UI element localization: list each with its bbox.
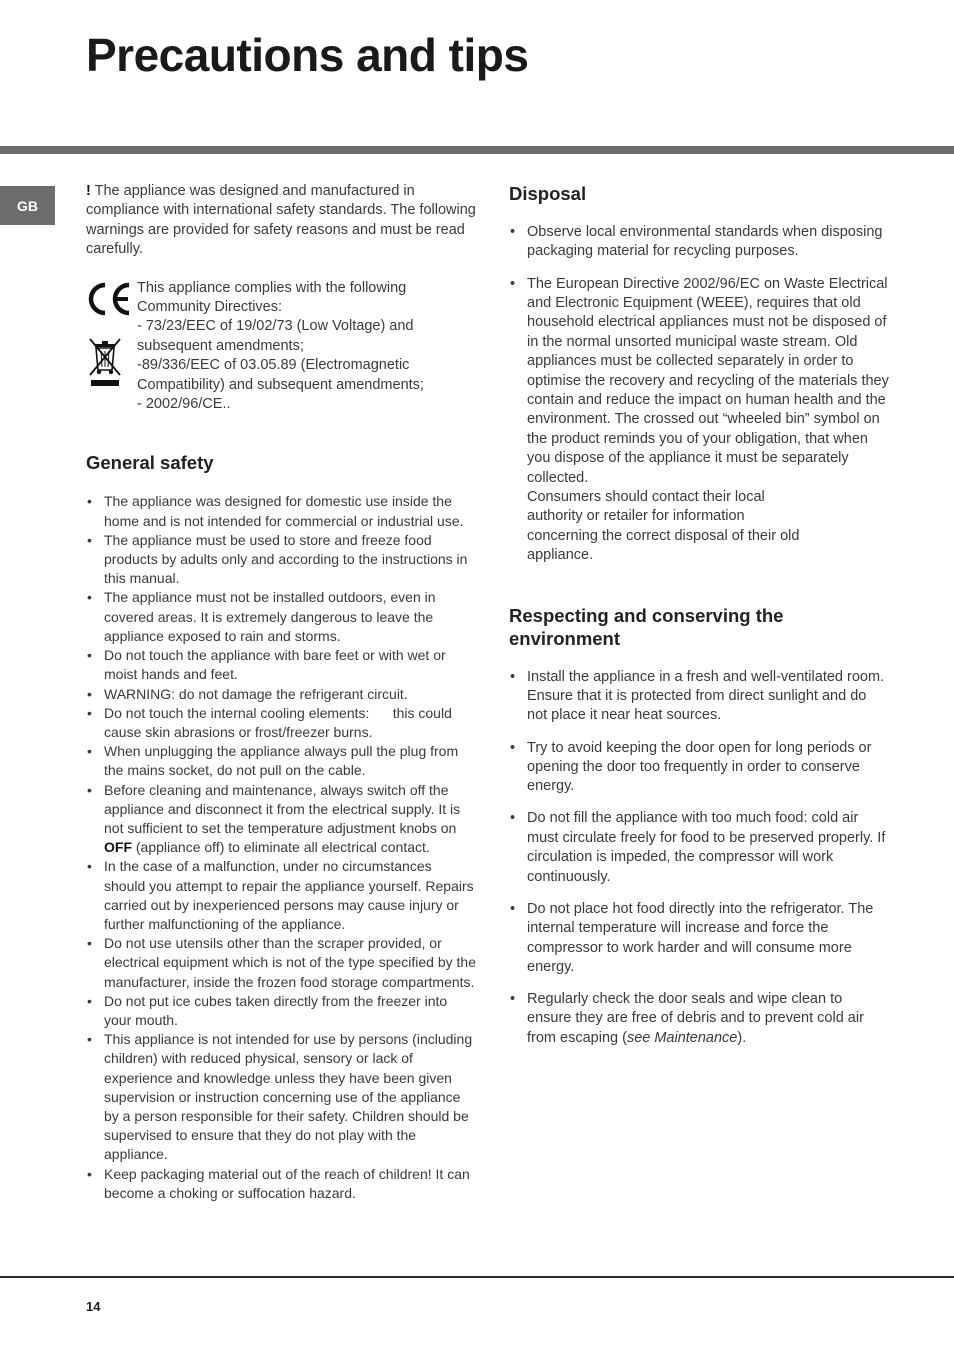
disposal-list <box>509 223 889 566</box>
intro-text: The appliance was designed and manufactured in compliance with international safety standards. The following warnings are provided for safety reasons and must be read carefully. <box>86 183 476 258</box>
list-item: • Observe local environmental standards when disposing packaging material for recycling purposes. <box>509 223 889 262</box>
list-item-text: Regularly check the door seals and wipe clean to ensure they are free of debris and to prevent cold air from escaping ( <box>527 991 864 1046</box>
directives-block <box>86 279 476 415</box>
general-safety-list <box>86 492 476 1203</box>
list-item: • Do not place hot food directly into the refrigerator. The internal temperature will increase and force the compressor to work harder and will consume more energy. <box>509 900 889 978</box>
list-item: • Install the appliance in a fresh and well-ventilated room. Ensure that it is protected from direct sunlight and do not place it near heat sources. <box>509 668 889 726</box>
crossed-bin-icon <box>87 336 123 388</box>
contact-line: appliance. <box>527 547 594 564</box>
maintenance-reference: see Maintenance <box>626 1029 738 1046</box>
left-column <box>86 182 476 1203</box>
list-item: • When unplugging the appliance always pull the plug from the mains socket, do not pull on the cable. <box>86 742 476 780</box>
list-item-text: ). <box>737 1029 747 1046</box>
environment-list <box>509 668 889 1049</box>
list-item: • In the case of a malfunction, under no circumstances should you attempt to repair the appliance yourself. Repairs carried out by inexperienced persons may cause injury or further malfunctioning of the appliance. <box>86 857 476 934</box>
list-item: • Do not put ice cubes taken directly from the freezer into your mouth. <box>86 992 476 1030</box>
ce-mark-icon <box>85 281 133 317</box>
directive-line: - 73/23/EEC of 19/02/73 (Low Voltage) and subsequent amendments; <box>137 318 414 354</box>
list-item: • The appliance must be used to store and freeze food products by adults only and according to the instructions in this manual. <box>86 531 476 589</box>
page-title: Precautions and tips <box>86 29 529 81</box>
intro-paragraph <box>86 182 476 260</box>
list-item <box>86 781 476 858</box>
footer-rule <box>0 1276 954 1278</box>
disposal-heading: Disposal <box>509 183 587 204</box>
contact-line: Consumers should contact their local <box>527 488 765 505</box>
environment-heading: Respecting and conserving the environment <box>509 604 784 649</box>
directive-line: -89/336/EEC of 03.05.89 (Electromagnetic Compatibility) and subsequent amendments; <box>137 357 424 393</box>
directive-line: - 2002/96/CE.. <box>137 396 231 413</box>
warning-mark: ! <box>86 183 91 199</box>
list-item: • WARNING: do not damage the refrigerant circuit. <box>86 685 476 704</box>
list-item: • Do not touch the internal cooling elements: this could cause skin abrasions or frost/freezer burns. <box>86 704 476 742</box>
directive-line: This appliance complies with the following Community Directives: <box>137 279 407 316</box>
list-item <box>509 275 889 566</box>
list-item: • This appliance is not intended for use by persons (including children) with reduced physical, sensory or lack of experience and knowledge unless they have been given supervision or instruction concerning use of the appliance by a person responsible for their safety. Children should be supervised to ensure that they do not play with the appliance. <box>86 1030 476 1164</box>
right-column <box>509 182 889 1061</box>
contact-line: authority or retailer for information <box>527 508 745 525</box>
list-item-text: The European Directive 2002/96/EC on Waste Electrical and Electronic Equipment (WEEE), requires that old household electrical appliances must not be disposed of in the normal unsorted municipal waste stream. Old appliances must be collected separately in order to optimise the recovery and recycling of the materials they contain and reduce the impact on human health and the environment. The crossed out “wheeled bin” symbol on the product reminds you of your obligation, that when you dispose of the appliance it must be separately collected. <box>527 275 889 486</box>
list-item: • Keep packaging material out of the reach of children! It can become a choking or suffocation hazard. <box>86 1165 476 1203</box>
list-item: • Do not touch the appliance with bare feet or with wet or moist hands and feet. <box>86 646 476 684</box>
list-item: • The appliance must not be installed outdoors, even in covered areas. It is extremely dangerous to leave the appliance exposed to rain and storms. <box>86 588 476 646</box>
contact-line: concerning the correct disposal of their old <box>527 527 800 544</box>
general-safety-heading: General safety <box>86 452 214 474</box>
page-number: 14 <box>86 1299 101 1314</box>
off-label: OFF <box>104 839 132 856</box>
list-item: • Try to avoid keeping the door open for long periods or opening the door too frequently in order to conserve energy. <box>509 739 889 797</box>
list-item: • Do not use utensils other than the scraper provided, or electrical equipment which is not of the type specified by the manufacturer, inside the frozen food storage compartments. <box>86 934 476 992</box>
list-item: • Do not fill the appliance with too much food: cold air must circulate freely for food to be preserved properly. If circulation is impeded, the compressor will work continuously. <box>509 809 889 887</box>
list-item-text: Before cleaning and maintenance, always switch off the appliance and disconnect it from the electrical supply. It is not sufficient to set the temperature adjustment knobs on <box>104 781 461 836</box>
list-item: • The appliance was designed for domestic use inside the home and is not intended for commercial or industrial use. <box>86 492 476 530</box>
list-item <box>509 990 889 1048</box>
header-rule <box>0 146 954 154</box>
list-item-text: (appliance off) to eliminate all electrical contact. <box>132 839 430 856</box>
language-tab: GB <box>0 186 55 225</box>
